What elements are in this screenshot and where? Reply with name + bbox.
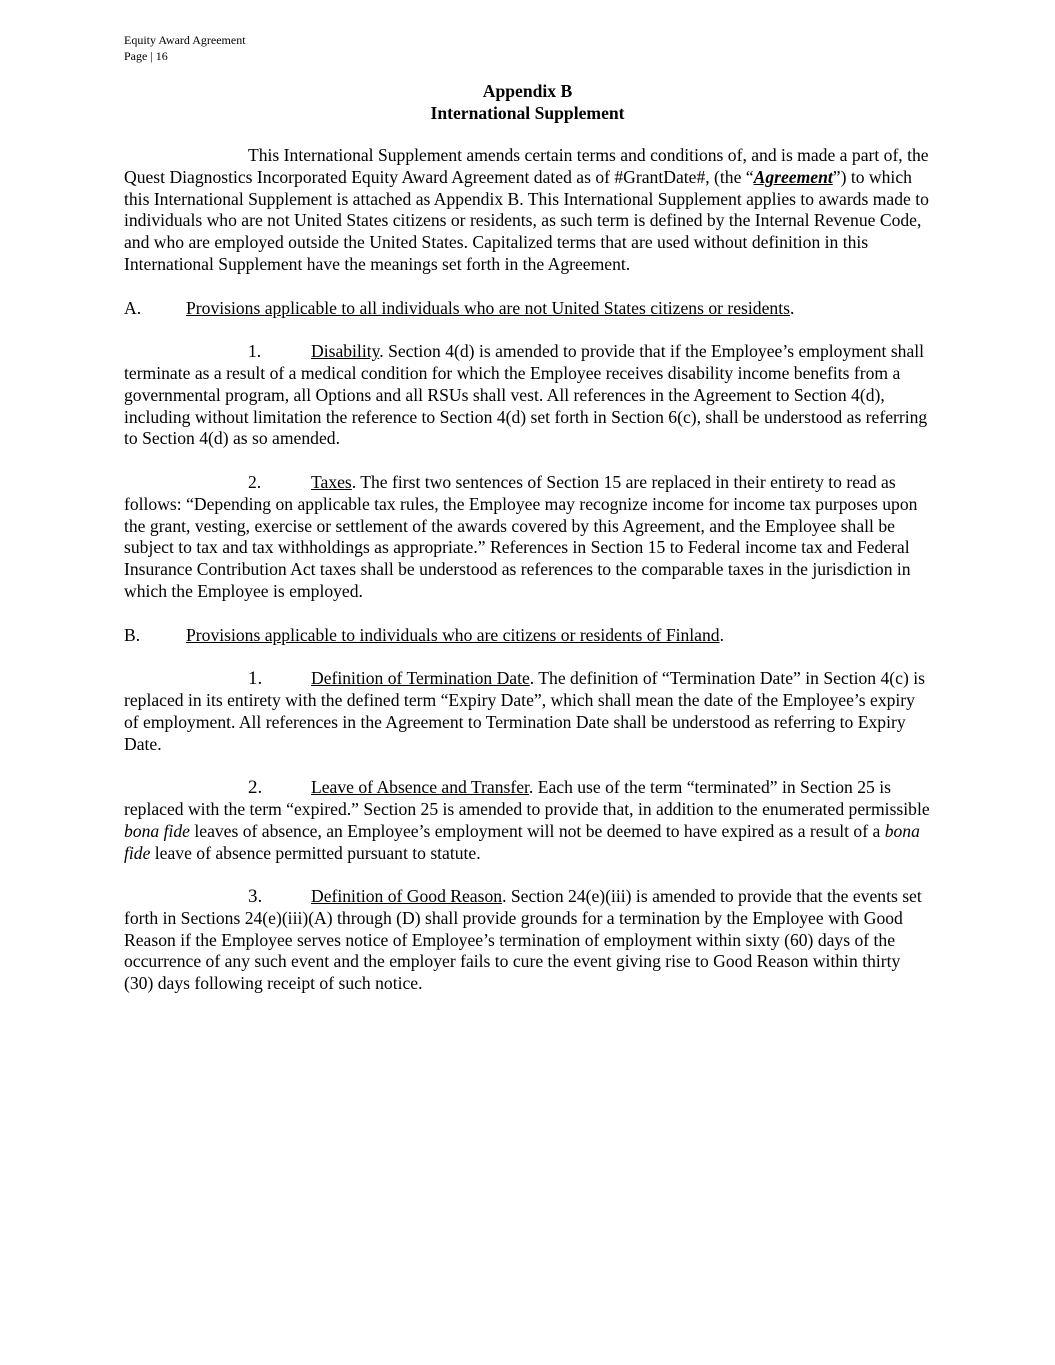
item-heading: Leave of Absence and Transfer bbox=[311, 777, 529, 798]
page-title bbox=[0, 80, 1055, 124]
section-heading: Provisions applicable to all individuals who are not United States citizens or residents bbox=[186, 297, 790, 318]
italic-term: bona fide bbox=[124, 820, 190, 841]
item-heading: Definition of Good Reason bbox=[311, 886, 503, 907]
section-b-item-1 bbox=[124, 668, 932, 755]
document-body bbox=[124, 145, 932, 1017]
item-text: leaves of absence, an Employee’s employment will not be deemed to have expired as a result of a bbox=[189, 820, 885, 841]
item-text: . The definition of “Termination Date” in Section 4(c) is replaced in its entirety with the defined term “Expiry Date”, which shall mean the date of the Employee’s expiry of employment. All references in the Agreement to Termination Date shall be understood as referring to Expiry Date. bbox=[124, 668, 925, 754]
punct: . bbox=[719, 624, 724, 645]
section-label: B. bbox=[124, 624, 141, 645]
section-heading: Provisions applicable to individuals who are citizens or residents of Finland bbox=[186, 624, 720, 645]
section-b-heading bbox=[124, 625, 932, 647]
page-number: Page | 16 bbox=[124, 49, 168, 63]
item-number: 2. bbox=[248, 471, 262, 492]
punct: . bbox=[789, 297, 795, 318]
item-text: . Section 4(d) is amended to provide that if the Employee’s employment shall terminate as a result of a medical condition for which the Employee receives disability income benefits from a governmental program, all Options and all RSUs shall vest. All references in the Agreement to Section 4(d), including without limitation the reference to Section 4(d) set forth in Section 6(c), shall be understood as referring to Section 4(d) as so amended. bbox=[124, 341, 928, 449]
supplement-title: International Supplement bbox=[430, 103, 625, 123]
italic-term: bona fide bbox=[124, 820, 920, 863]
item-number: 3. bbox=[248, 886, 263, 908]
section-b-item-3 bbox=[124, 886, 932, 995]
item-number: 1. bbox=[248, 668, 263, 690]
item-text: . The first two sentences of Section 15 are replaced in their entirety to read as follows: “Depending on applicable tax rules, the Employee may recognize income for income tax purposes upon the grant, vesting, exercise or settlement of the awards covered by this Agreement, and the Employee shall be subject to tax and tax withholdings as appropriate.” References in Section 15 to Federal income tax and Federal Insurance Contribution Act taxes shall be understood as references to the comparable taxes in the jurisdiction in which the Employee is employed. bbox=[124, 471, 918, 601]
section-b-item-2 bbox=[124, 777, 932, 864]
document-name: Equity Award Agreement bbox=[124, 33, 246, 47]
item-heading: Disability bbox=[311, 341, 380, 362]
defined-term: Agreement bbox=[753, 166, 833, 187]
intro-text-2: ”) to which this International Supplement is attached as Appendix B. This International Supplement applies to awards made to individuals who are not United States citizens or residents, as such term is defined by the Internal Revenue Code, and who are employed outside the United States. Capitalized terms that are used without definition in this International Supplement have the meanings set forth in the Agreement. bbox=[124, 166, 929, 274]
section-label: A. bbox=[124, 297, 142, 318]
section-a-item-1 bbox=[124, 341, 932, 450]
item-number: 2. bbox=[248, 777, 263, 799]
intro-paragraph bbox=[124, 145, 932, 276]
item-heading: Definition of Termination Date bbox=[311, 668, 530, 689]
intro-text: This International Supplement amends certain terms and conditions of, and is made a part of, the Quest Diagnostics Incorporated Equity Award Agreement dated as of #GrantDate#, (the “ bbox=[124, 145, 929, 187]
section-a-item-2 bbox=[124, 472, 932, 603]
section-a-heading bbox=[124, 298, 932, 320]
item-text: . Each use of the term “terminated” in Section 25 is replaced with the term “expired.” Section 25 is amended to provide that, in addition to the enumerated permissible bbox=[124, 777, 930, 819]
appendix-title: Appendix B bbox=[482, 81, 573, 101]
item-text: leave of absence permitted pursuant to statute. bbox=[150, 842, 481, 863]
item-text: . Section 24(e)(iii) is amended to provide that the events set forth in Sections 24(e)(iii)(A) through (D) shall provide grounds for a termination by the Employee with Good Reason if the Employee serves notice of Employee’s termination of employment within sixty (60) days of the occurrence of any such event and the employer fails to cure the event giving rise to Good Reason within thirty (30) days following receipt of such notice. bbox=[124, 886, 922, 994]
item-heading: Taxes bbox=[311, 471, 352, 492]
page-header bbox=[124, 32, 246, 64]
item-number: 1. bbox=[248, 341, 262, 362]
